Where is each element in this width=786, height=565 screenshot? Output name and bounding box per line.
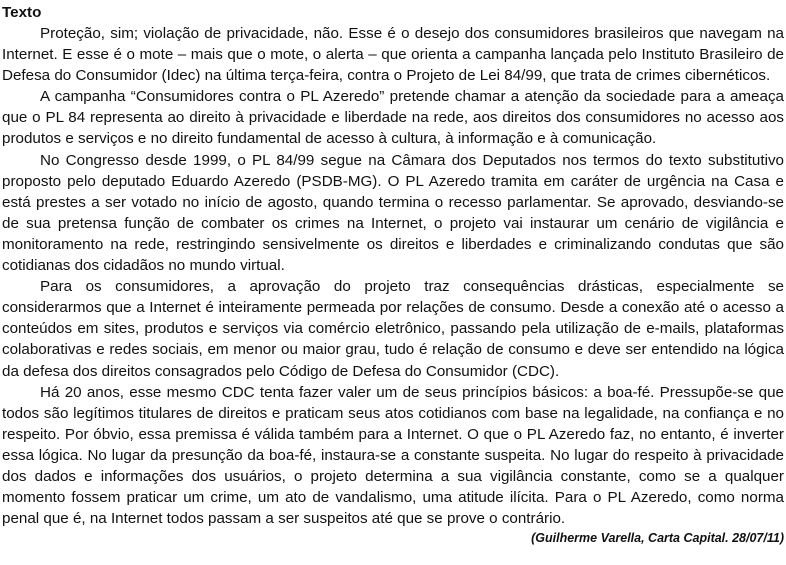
paragraph-2: A campanha “Consumidores contra o PL Azeredo” pretende chamar a atenção da sociedade para a ameaça que o PL 84 representa ao direito à privacidade e liberdade na rede, aos direitos dos consumidores no acesso aos produtos e serviços e no direito fundamental de acesso à cultura, à informação e à comunicação.	[2, 88, 784, 148]
source-citation: (Guilherme Varella, Carta Capital. 28/07/11)	[531, 531, 784, 546]
paragraph-4: Para os consumidores, a aprovação do projeto traz consequências drásticas, especialmente se considerarmos que a Internet é inteiramente permeada por relações de consumo. Desde a conexão até o acesso a conteúdos em sites, produtos e serviços via comércio eletrônico, passando pela utilização de e-mails, plataformas colaborativas e redes sociais, em menor ou maior grau, tudo é relação de consumo e deve ser entendido na lógica da defesa dos direitos consagrados pelo Código de Defesa do Consumidor (CDC).	[2, 278, 784, 380]
paragraph-5: Há 20 anos, esse mesmo CDC tenta fazer valer um de seus princípios básicos: a boa-fé. Pressupõe-se que todos são legítimos titulares de direitos e praticam seus atos cotidianos com base na legalidade, na confiança e no respeito. Por óbvio, essa premissa é válida também para a Internet. O que o PL Azeredo faz, no entanto, é inverter essa lógica. No lugar da presunção da boa-fé, instaura-se a constante suspeita. No lugar do respeito à privacidade dos dados e informações dos usuários, o projeto determina a sua vigilância constante, como se a qualquer momento fossem praticar um crime, um ato de vandalismo, uma atitude ilícita. Para o PL Azeredo, como norma penal que é, na Internet todos passam a ser suspeitos até que se prove o contrário.	[2, 383, 784, 528]
document-title: Texto	[2, 4, 42, 21]
paragraph-3: No Congresso desde 1999, o PL 84/99 segue na Câmara dos Deputados nos termos do texto substitutivo proposto pelo deputado Eduardo Azeredo (PSDB-MG). O PL Azeredo tramita em caráter de urgência na Casa e está prestes a ser votado no início de agosto, quando termina o recesso parlamentar. Se aprovado, desviando-se de sua pretensa função de combater os crimes na Internet, o projeto vai instaurar um cenário de vigilância e monitoramento na rede, restringindo sensivelmente os direitos e liberdades e criminalizando condutas que são cotidianas dos cidadãos no mundo virtual.	[2, 151, 784, 275]
document	[2, 2, 784, 548]
paragraph-1: Proteção, sim; violação de privacidade, não. Esse é o desejo dos consumidores brasileiros que navegam na Internet. E esse é o mote – mais que o mote, o alerta – que orienta a campanha lançada pelo Instituto Brasileiro de Defesa do Consumidor (Idec) na última terça-feira, contra o Projeto de Lei 84/99, que trata de crimes cibernéticos.	[2, 25, 784, 85]
